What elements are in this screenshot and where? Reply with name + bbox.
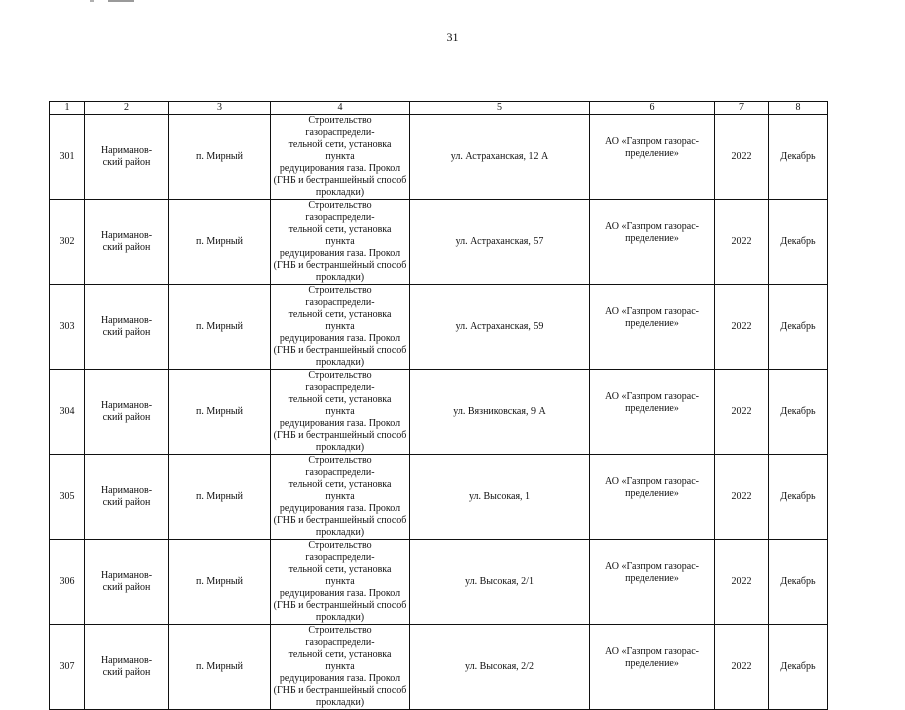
cell-line: ский район <box>102 157 151 168</box>
year-cell: 2022 <box>715 455 769 540</box>
row-number-cell: 306 <box>50 540 85 625</box>
works-table <box>49 101 828 710</box>
cell-line: тельной сети, установка пункта <box>288 394 392 417</box>
cell-line: тельной сети, установка пункта <box>288 564 392 587</box>
work-description-cell <box>271 625 410 710</box>
organization-cell <box>590 200 715 285</box>
month-cell: Декабрь <box>769 540 828 625</box>
year-cell: 2022 <box>715 115 769 200</box>
cell-line: пределение» <box>625 148 679 159</box>
cell-line: (ГНБ и бестраншейный способ <box>273 175 407 186</box>
organization-cell <box>590 115 715 200</box>
month-cell: Декабрь <box>769 285 828 370</box>
cell-line: ский район <box>102 497 151 508</box>
address-cell: ул. Высокая, 1 <box>410 455 590 540</box>
cell-line: тельной сети, установка пункта <box>288 479 392 502</box>
cell-line: пределение» <box>625 233 679 244</box>
cell-line: прокладки) <box>315 697 365 708</box>
row-number-cell: 304 <box>50 370 85 455</box>
address-cell: ул. Астраханская, 57 <box>410 200 590 285</box>
column-number-cell: 3 <box>169 102 271 115</box>
settlement-cell: п. Мирный <box>169 625 271 710</box>
cell-line: Нариманов- <box>100 145 153 156</box>
district-cell <box>85 285 169 370</box>
cell-line: (ГНБ и бестраншейный способ <box>273 600 407 611</box>
work-description-cell <box>271 540 410 625</box>
cell-line: редуцирования газа. Прокол <box>279 333 401 344</box>
cell-line: пределение» <box>625 318 679 329</box>
address-cell: ул. Астраханская, 12 А <box>410 115 590 200</box>
month-cell: Декабрь <box>769 455 828 540</box>
month-cell: Декабрь <box>769 370 828 455</box>
page-number: 31 <box>446 30 459 44</box>
cell-line: ский район <box>102 667 151 678</box>
settlement-cell: п. Мирный <box>169 200 271 285</box>
work-description-cell <box>271 370 410 455</box>
settlement-cell: п. Мирный <box>169 540 271 625</box>
organization-cell <box>590 540 715 625</box>
district-cell <box>85 455 169 540</box>
table-row <box>50 115 828 200</box>
cell-line: Строительство газораспредели- <box>305 540 375 563</box>
cell-line: пределение» <box>625 488 679 499</box>
work-description-cell <box>271 200 410 285</box>
cell-line: прокладки) <box>315 612 365 623</box>
organization-cell <box>590 625 715 710</box>
cell-line: Строительство газораспредели- <box>305 625 375 648</box>
row-number-cell: 302 <box>50 200 85 285</box>
cell-line: Нариманов- <box>100 485 153 496</box>
cell-line: Строительство газораспредели- <box>305 370 375 393</box>
cell-line: тельной сети, установка пункта <box>288 649 392 672</box>
row-number-cell: 307 <box>50 625 85 710</box>
address-cell: ул. Высокая, 2/1 <box>410 540 590 625</box>
settlement-cell: п. Мирный <box>169 455 271 540</box>
cell-line: Строительство газораспредели- <box>305 115 375 138</box>
column-number-cell: 1 <box>50 102 85 115</box>
district-cell <box>85 625 169 710</box>
cell-line: прокладки) <box>315 272 365 283</box>
year-cell: 2022 <box>715 200 769 285</box>
settlement-cell: п. Мирный <box>169 285 271 370</box>
column-number-cell: 4 <box>271 102 410 115</box>
cell-line: редуцирования газа. Прокол <box>279 163 401 174</box>
scan-artifact-dot <box>90 0 94 2</box>
column-number-cell: 5 <box>410 102 590 115</box>
address-cell: ул. Высокая, 2/2 <box>410 625 590 710</box>
cell-line: Нариманов- <box>100 315 153 326</box>
cell-line: ский район <box>102 327 151 338</box>
cell-line: пределение» <box>625 403 679 414</box>
cell-line: Строительство газораспредели- <box>305 455 375 478</box>
cell-line: АО «Газпром газорас- <box>605 391 699 402</box>
cell-line: редуцирования газа. Прокол <box>279 588 401 599</box>
table-row <box>50 285 828 370</box>
scan-artifact-line <box>108 0 134 2</box>
cell-line: редуцирования газа. Прокол <box>279 248 401 259</box>
table-row <box>50 370 828 455</box>
year-cell: 2022 <box>715 625 769 710</box>
cell-line: АО «Газпром газорас- <box>605 646 699 657</box>
cell-line: (ГНБ и бестраншейный способ <box>273 345 407 356</box>
settlement-cell: п. Мирный <box>169 115 271 200</box>
cell-line: Нариманов- <box>100 230 153 241</box>
settlement-cell: п. Мирный <box>169 370 271 455</box>
cell-line: (ГНБ и бестраншейный способ <box>273 260 407 271</box>
cell-line: редуцирования газа. Прокол <box>279 503 401 514</box>
work-description-cell <box>271 285 410 370</box>
cell-line: тельной сети, установка пункта <box>288 139 392 162</box>
district-cell <box>85 200 169 285</box>
table-row <box>50 625 828 710</box>
cell-line: (ГНБ и бестраншейный способ <box>273 515 407 526</box>
cell-line: Строительство газораспредели- <box>305 200 375 223</box>
address-cell: ул. Вязниковская, 9 А <box>410 370 590 455</box>
cell-line: редуцирования газа. Прокол <box>279 673 401 684</box>
cell-line: прокладки) <box>315 357 365 368</box>
month-cell: Декабрь <box>769 115 828 200</box>
cell-line: АО «Газпром газорас- <box>605 561 699 572</box>
row-number-cell: 301 <box>50 115 85 200</box>
month-cell: Декабрь <box>769 200 828 285</box>
row-number-cell: 303 <box>50 285 85 370</box>
year-cell: 2022 <box>715 370 769 455</box>
cell-line: прокладки) <box>315 442 365 453</box>
cell-line: АО «Газпром газорас- <box>605 306 699 317</box>
cell-line: (ГНБ и бестраншейный способ <box>273 430 407 441</box>
table-row <box>50 200 828 285</box>
cell-line: тельной сети, установка пункта <box>288 224 392 247</box>
column-number-cell: 2 <box>85 102 169 115</box>
cell-line: Нариманов- <box>100 570 153 581</box>
month-cell: Декабрь <box>769 625 828 710</box>
cell-line: пределение» <box>625 658 679 669</box>
cell-line: Нариманов- <box>100 655 153 666</box>
year-cell: 2022 <box>715 540 769 625</box>
district-cell <box>85 115 169 200</box>
column-number-cell: 7 <box>715 102 769 115</box>
year-cell: 2022 <box>715 285 769 370</box>
work-description-cell <box>271 115 410 200</box>
cell-line: ский район <box>102 582 151 593</box>
district-cell <box>85 370 169 455</box>
table-row <box>50 540 828 625</box>
column-number-cell: 8 <box>769 102 828 115</box>
cell-line: прокладки) <box>315 527 365 538</box>
cell-line: (ГНБ и бестраншейный способ <box>273 685 407 696</box>
organization-cell <box>590 455 715 540</box>
cell-line: АО «Газпром газорас- <box>605 136 699 147</box>
row-number-cell: 305 <box>50 455 85 540</box>
column-number-row <box>50 102 828 115</box>
cell-line: Нариманов- <box>100 400 153 411</box>
cell-line: тельной сети, установка пункта <box>288 309 392 332</box>
organization-cell <box>590 370 715 455</box>
cell-line: редуцирования газа. Прокол <box>279 418 401 429</box>
table-row <box>50 455 828 540</box>
column-number-cell: 6 <box>590 102 715 115</box>
cell-line: ский район <box>102 242 151 253</box>
cell-line: Строительство газораспредели- <box>305 285 375 308</box>
cell-line: АО «Газпром газорас- <box>605 476 699 487</box>
cell-line: АО «Газпром газорас- <box>605 221 699 232</box>
cell-line: прокладки) <box>315 187 365 198</box>
cell-line: ский район <box>102 412 151 423</box>
organization-cell <box>590 285 715 370</box>
cell-line: пределение» <box>625 573 679 584</box>
work-description-cell <box>271 455 410 540</box>
address-cell: ул. Астраханская, 59 <box>410 285 590 370</box>
district-cell <box>85 540 169 625</box>
